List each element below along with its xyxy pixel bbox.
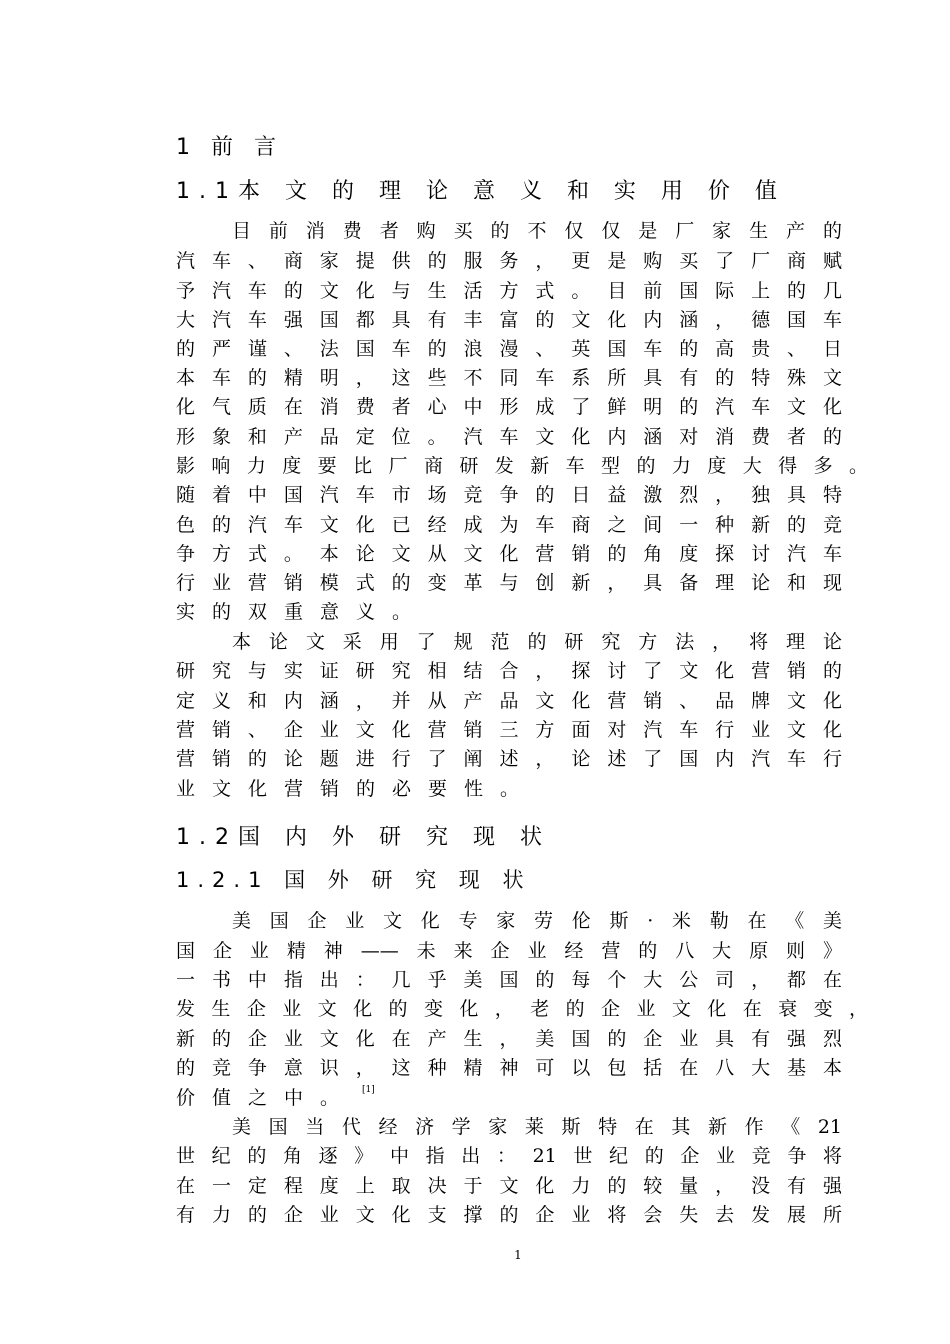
paragraph-line: 的严谨、法国车的浪漫、英国车的高贵、日 xyxy=(176,338,842,360)
paragraph-line: 争方式。本论文从文化营销的角度探讨汽车 xyxy=(176,543,842,565)
section-heading-1-2: 1.2国 内 外 研 究 现 状 xyxy=(176,825,551,850)
paragraph-line: 本车的精明，这些不同车系所具有的特殊文 xyxy=(176,367,842,389)
paragraph-line xyxy=(176,1083,842,1113)
section-heading-1-1: 1.1本 文 的 理 论 意 义 和 实 用 价 值 xyxy=(176,179,786,204)
paragraph-line: 随着中国汽车市场竞争的日益激烈，独具特 xyxy=(176,484,842,506)
paragraph-line: 一书中指出：几乎美国的每个大公司，都在 xyxy=(176,969,842,991)
page-number: 1 xyxy=(514,1248,522,1262)
paragraph-line: 美国当代经济学家莱斯特在其新作《21 xyxy=(232,1116,842,1138)
paragraph-line: 发生企业文化的变化，老的企业文化在衰变， xyxy=(176,998,868,1020)
paragraph-line: 有力的企业文化支撑的企业将会失去发展所 xyxy=(176,1204,842,1226)
paragraph-line: 营销的论题进行了阐述，论述了国内汽车行 xyxy=(176,748,842,770)
paragraph-line: 美国企业文化专家劳伦斯·米勒在《美 xyxy=(232,910,842,932)
paragraph-line: 研究与实证研究相结合，探讨了文化营销的 xyxy=(176,660,842,682)
paragraph-line: 行业营销模式的变革与创新，具备理论和现 xyxy=(176,572,842,594)
paragraph-text: 价值之中。 xyxy=(176,1087,357,1109)
paragraph-line: 大汽车强国都具有丰富的文化内涵，德国车 xyxy=(176,309,842,331)
citation-marker: [1] xyxy=(362,1085,375,1095)
paragraph-line: 定义和内涵，并从产品文化营销、品牌文化 xyxy=(176,690,842,712)
section-heading-1: 1 前 言 xyxy=(176,135,283,160)
paragraph-line: 化气质在消费者心中形成了鲜明的汽车文化 xyxy=(176,396,842,418)
paragraph-line: 新的企业文化在产生，美国的企业具有强烈 xyxy=(176,1028,842,1050)
paragraph-line: 的竞争意识，这种精神可以包括在八大基本 xyxy=(176,1057,842,1079)
section-heading-1-2-1: 1.2.1 国 外 研 究 现 状 xyxy=(176,868,532,892)
paragraph-line: 影响力度要比厂商研发新车型的力度大得多。 xyxy=(176,455,868,477)
paragraph-line: 在一定程度上取决于文化力的较量，没有强 xyxy=(176,1175,842,1197)
paragraph-line: 世纪的角逐》中指出：21世纪的企业竞争将 xyxy=(176,1145,842,1167)
paragraph-line: 色的汽车文化已经成为车商之间一种新的竞 xyxy=(176,514,842,536)
paragraph-line: 国企业精神——未来企业经营的八大原则》 xyxy=(176,940,842,962)
paragraph-line: 予汽车的文化与生活方式。目前国际上的几 xyxy=(176,280,842,302)
paragraph-line: 实的双重意义。 xyxy=(176,601,429,623)
paragraph-line: 形象和产品定位。汽车文化内涵对消费者的 xyxy=(176,426,842,448)
paragraph-line: 营销、企业文化营销三方面对汽车行业文化 xyxy=(176,719,842,741)
paragraph-line: 汽车、商家提供的服务，更是购买了厂商赋 xyxy=(176,250,842,272)
paragraph-line: 本论文采用了规范的研究方法，将理论 xyxy=(232,631,842,653)
paragraph-line: 业文化营销的必要性。 xyxy=(176,778,537,800)
paragraph-line: 目前消费者购买的不仅仅是厂家生产的 xyxy=(232,220,842,242)
